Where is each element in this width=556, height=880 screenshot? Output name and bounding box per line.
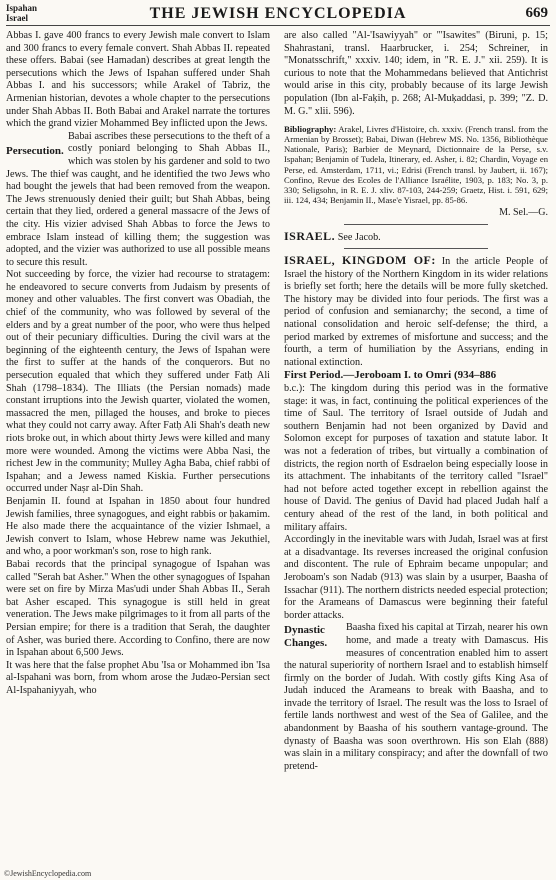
paragraph-intro: Abbas I. gave 400 francs to every Jewish male convert to Islam and 300 francs to every female convert. Shah Abbas II. repeated these offers. Babai (see Hamadan) describes at great length the persecutions which the Jews of Ispahan suffered under Shah Abbas I. and his successors; while Arakel of Tabriz, the Armenian historian, devotes a whole chapter to the persecutions under Shah Abbas II. Both Babai and Arakel narrate the tortures which the grand vizier Mohammed Bey inflicted upon the Jews. [6,30,270,130]
running-head-last: Israel [6,12,28,23]
running-head-first: Ispahan [6,3,38,13]
paragraph-baasha-text: Baasha fixed his capital at Tirzah, nearer his own home, and made a treaty with Damascus. His measures of concentration enabled him to assert the natural superiority of northern Israel and to establish himself firmly on the border of Judah. With costly gifts King Asa of Judah induced the Arameans to break with Baasha, and to invade the territory of Israel. The result was the loss to Israel of fertile lands northwest and west of the Sea of Galilee, and the abandonment by Baasha of his southern vantage-ground. The dynasty of Baasha was soon overthrown. His son Elah (888) was slain in a military conspiracy; and after the downfall of two pretend- [284,622,548,772]
first-period-heading: First Period.—Jeroboam I. to Omri (934–886 [284,369,497,382]
entry-israel [284,230,548,245]
bibliography-text: Arakel, Livres d'Histoire, ch. xxxiv. (French transl. from the Armenian by Brosset); Babai, Diwan (Hebrew MS. No. 1356, Bibliothèque Nationale, Paris); Barbier de Meynard, Dictionnaire de la Perse, s.v. Ispahan; Benjamin of Tudela, Itinerary, ed. Asher, i. 82; Chardin, Voyage en Perse, ed. Amsterdam, 1711, vi.; Edrisi (French transl. by Jaubert, ii. 167); Confino, Revue des Ecoles de l'Alliance Israélite, 1903, p. 183; No. 3, p. 330; Seligsohn, in R. E. J. xliv. 87-103, 244-259; Graetz, Hist. i. 591, 629; iii. 124, 434; Benjamin II., Mase'e Yisrael, pp. 85-86. [284,124,548,205]
page-header [6,4,550,26]
paragraph-false-prophet: It was here that the false prophet Abu 'Isa or Mohammed ibn 'Isa al-Ispahani was born, from whom arose the Judæo-Persian sect Al-Ispahaniyyah, who [6,659,270,696]
author-signature: M. Sel.—G. [499,206,548,218]
entry-kingdom [284,254,548,369]
left-column [6,30,270,697]
encyclopedia-title: THE JEWISH ENCYCLOPEDIA [149,5,407,22]
margin-heading-dynastic: Dynastic Changes. [284,624,328,650]
paragraph-theft [6,131,270,270]
section-divider-2 [344,248,488,249]
margin-heading-persecution: Persecution. [6,144,64,157]
paragraph-baasha [284,622,548,773]
paragraph-isawites: are also called "Al-'Isawiyyah" or "'Isawites" (Biruni, p. 15; Shahrastani, transl. Haarbrucker, i. 254; Schreiner, in "Monatsschrift," xxxiv. 140; idem, in "R. E. J." xii. 259). It is curious to note that the Mohammedans believed that Antichrist would arise in this city, probably because of its large Jewish population (Ibn al-Faḳih, p. 268; Al-Muḳaddasi, p. 399; "Z. D. M. G." xlii. 596). [284,30,548,117]
entry-israel-text: See Jacob. [335,231,381,243]
paragraph-stratagem: Not succeeding by force, the vizier had recourse to stratagem: he endeavored to secure converts from Judaism by presents of money and other valuables. The first convert was Obadiah, the chief of the community, who was followed by several of the elders and by a great number of the poor, who were thus helped out of their pecuniary difficulties. During the civil wars at the beginning of the eighteenth century, the Jews of Ispahan were the first to suffer at the hands of the conquerors. But no persecution equaled that which they suffered under Fatḥ Ali Shah (1798–1834). The Illiats (the Persian nomads) made constant irruptions into the Jewish quarter, violated the women, massacred the men, pillaged the houses, and broke to pieces what they could not carry away. After Fatḥ Ali Shah's death new riots broke out, in which about thirty Jews were killed and many more were wounded. Among the victims were Abba Nasi, the richest Jew in the community; Mulley Agha Baba, chief rabbi of Ispahan; and a Jewess named Kiskia. Further persecutions occurred under Naṣr al-Din Shah. [6,269,270,495]
paragraph-accordingly: Accordingly in the inevitable wars with Judah, Israel was at first at a disadvantage. Its reverses increased the original confusion and discontent. The rule of Ephraim became unpopular; and Jeroboam's son Nadab (913) was slain by a usurper, Baasha of Issachar (911). The northern districts needed especial protection; for the Arameans of Damascus were beginning their fateful border attacks. [284,534,548,621]
entry-title-israel: ISRAEL. [284,228,336,243]
bibliography [284,124,548,205]
bibliography-label: Bibliography: [284,124,337,135]
first-period-text: b.c.): The kingdom during this period was in the formative stage: it was, in fact, continuing the political experiences of the time of Saul. The territory of Israel outside of Judah and southern Benjamin had not been organized by David and Solomon except for purposes of taxation and statute labor. It was not a federation of tribes, but virtually a combination of districts, the region north of Esdraelon being especially loose in its attachment. The inhabitants of the territory called "Israel" had not before acted together except in rebellion against the house of David. The genius of David had placed Judah half a century ahead of the rest of the land, in both political and military affairs. [284,383,548,533]
page-number: 669 [525,5,548,21]
paragraph-theft-text: Babai ascribes these persecutions to the theft of a costly poniard belonging to Shah Abbas II., which was stolen by his gardener and sold to two Jews. The thief was caught, and he identified the two Jews who had bought the jewels that had been removed from the weapon. The Jews strenuously denied their guilt; but Shah Abbas, being certain that they lied, ordered a general massacre of the Jews of the city. His vizier advised Shah Abbas to force the Jews to embrace Islam instead of killing them; the suggestion was adopted, and the vizier was authorized to use all possible means to secure this result. [6,130,270,268]
entry-title-kingdom: ISRAEL, KINGDOM OF: [284,253,436,268]
entry-kingdom-text: In the article People of Israel the history of the Northern Kingdom in its wider relations is briefly set forth; here the details will be more fully sketched. The history may be divided into four periods. The first was a period of confusion and semianarchy; the second, a time of national consolidation and heroic self-defense; the third, a period marked by extremes of misfortune and success; and the fourth, a term of humiliation by the Assyrians, ending in national extinction. [284,256,548,368]
paragraph-synagogue: Babai records that the principal synagogue of Ispahan was called "Serah bat Asher." When the other synagogues of Ispahan were set on fire by Mirza Mas'udi under Shah Abbas II., Serah bat Asher escaped. This synagogue is still held in great veneration. The Jews make pilgrimages to it from all parts of the Persian empire; for there is a tradition that Serah, the daughter of Asher, was buried there. According to Confino, there are now in Ispahan about 6,500 Jews. [6,558,270,659]
right-column [284,30,548,773]
first-period [284,369,548,534]
copyright-footer: ©JewishEncyclopedia.com [4,869,92,878]
section-divider [344,224,488,225]
paragraph-benjamin: Benjamin II. found at Ispahan in 1850 about four hundred Jewish families, three synagogues, and eight rabbis or ḥakamim. He also made there the acquaintance of the vizier Ishmael, a Jewish convert to Islam, whose Hebrew name was Jekuthiel, and who, a poor workman's son, rose to high rank. [6,495,270,558]
